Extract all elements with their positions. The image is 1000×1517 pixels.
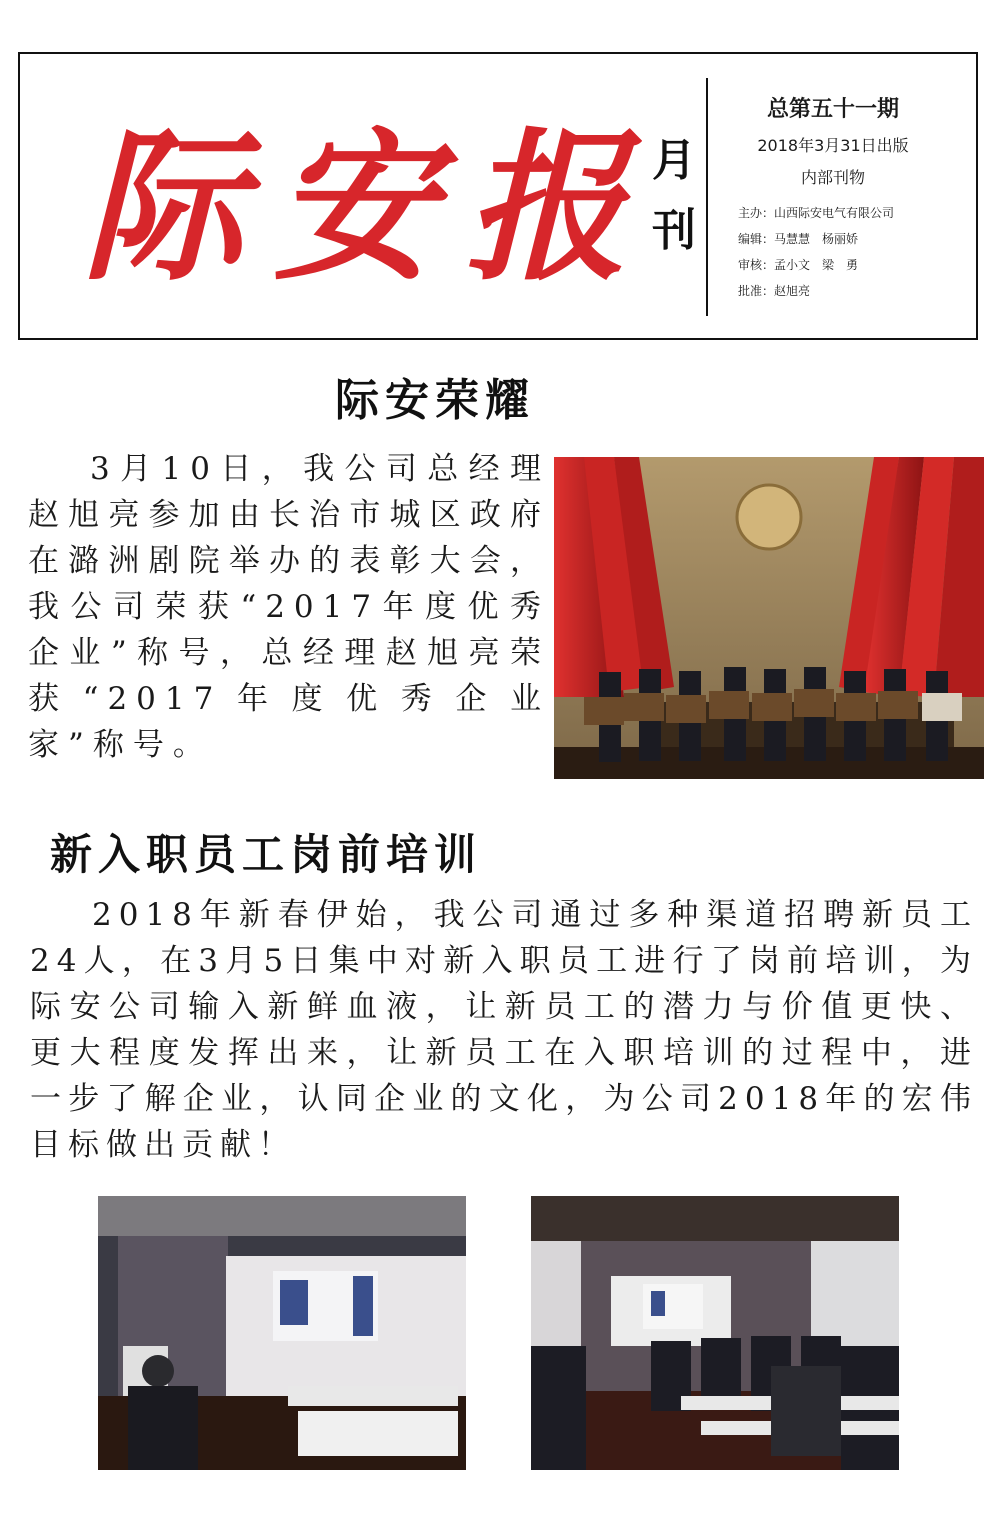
internal-label: 内部刊物 (800, 168, 865, 187)
issue-number: 总第五十一期 (766, 97, 899, 122)
article-1-heading: 际安荣耀 (335, 375, 535, 426)
issue-info (738, 94, 968, 304)
article-2-body: 2018年新春伊始，我公司通过多种渠道招聘新员工24人，在3月5日集中对新入职员工进行了岗前培训，为际安公司输入新鲜血液，让新员工的潜力与价值更快、更大程度发挥出来，让新员工在入职培训的过程中，进一步了解企业，认同企业的文化，为公司2018年的宏伟目标做出贡献！ (30, 897, 978, 1163)
staff-approver: 批准：赵旭亮 (738, 284, 811, 298)
award-ceremony-photo (554, 457, 984, 779)
staff-editors: 编辑：马慧慧 杨丽娇 (738, 232, 859, 246)
staff-reviewers: 审核：孟小文 梁 勇 (738, 258, 859, 272)
monthly-label-char-2: 刊 (652, 205, 696, 256)
monthly-label (648, 126, 700, 266)
article-2-heading: 新入职员工岗前培训 (50, 830, 483, 879)
masthead (18, 52, 978, 340)
svg-text:际安报: 际安报 (82, 114, 627, 303)
masthead-divider (706, 78, 708, 316)
publish-date: 2018年3月31日出版 (757, 136, 909, 155)
monthly-label-char-1: 月 (652, 135, 696, 186)
training-photo-2 (531, 1196, 899, 1470)
newspaper-title-logo (82, 114, 642, 304)
training-photo-1 (98, 1196, 466, 1470)
staff-list (738, 200, 968, 304)
staff-host: 主办：山西际安电气有限公司 (738, 206, 895, 220)
article-1-body: 3月10日，我公司总经理赵旭亮参加由长治市城区政府在潞洲剧院举办的表彰大会，我公司荣获“2017年度优秀企业”称号，总经理赵旭亮荣获“2017年度优秀企业家”称号。 (28, 451, 550, 763)
